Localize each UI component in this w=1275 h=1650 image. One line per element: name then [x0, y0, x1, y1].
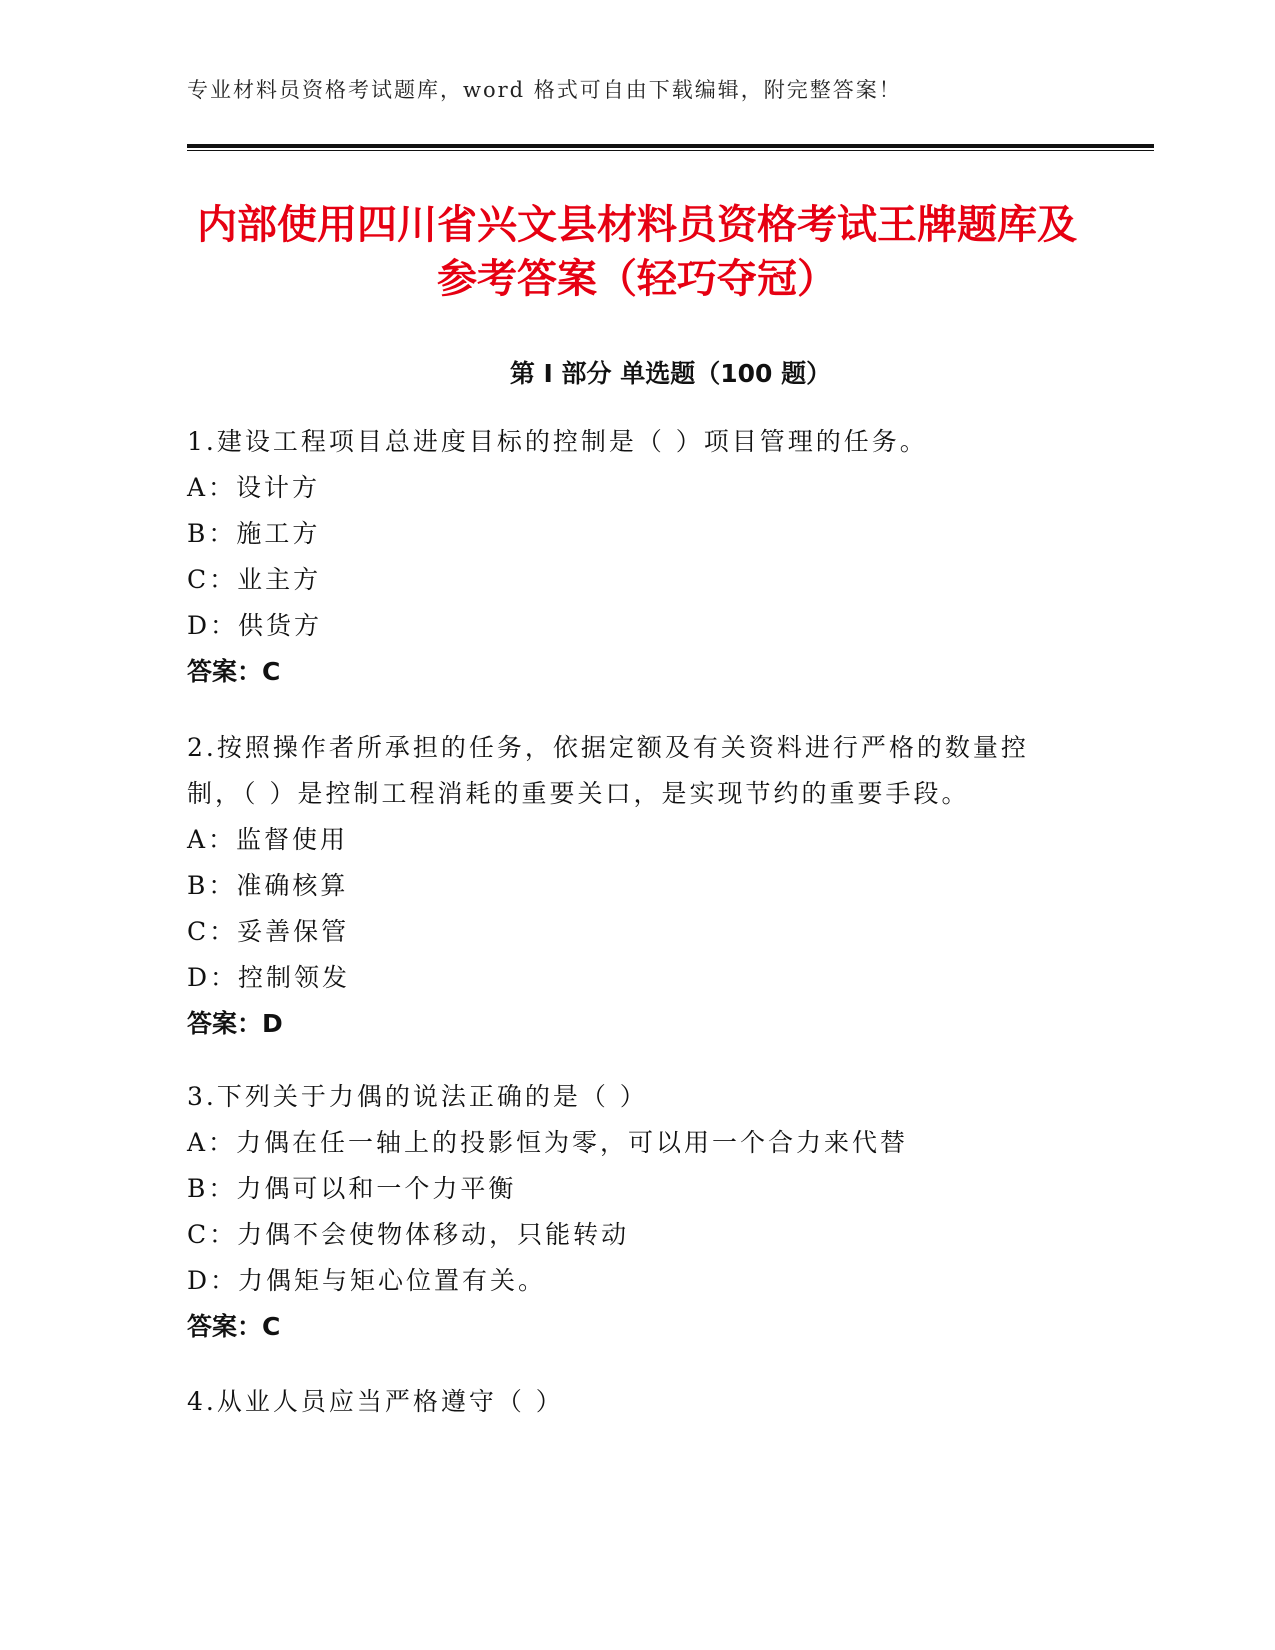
option-b: B：施工方 [187, 519, 321, 548]
option-b: B：力偶可以和一个力平衡 [187, 1174, 517, 1203]
document-title: 内部使用四川省兴文县材料员资格考试王牌题库及参考答案（轻巧夺冠） [197, 202, 1077, 302]
option-c: C：业主方 [187, 565, 322, 594]
header-note: 专业材料员资格考试题库，word 格式可自由下载编辑，附完整答案！ [187, 78, 902, 102]
question-stem: 1.建设工程项目总进度目标的控制是（ ）项目管理的任务。 [187, 427, 928, 456]
question-stem: 3.下列关于力偶的说法正确的是（ ） [187, 1082, 648, 1111]
question-2 [187, 725, 1067, 1047]
answer: 答案：D [187, 1009, 283, 1038]
option-d: D：控制领发 [187, 963, 351, 992]
option-c: C：妥善保管 [187, 917, 350, 946]
option-d: D：供货方 [187, 611, 323, 640]
question-stem: 4.从业人员应当严格遵守（ ） [187, 1387, 564, 1416]
option-a: A：监督使用 [187, 825, 349, 854]
option-a: A：设计方 [187, 473, 321, 502]
option-c: C：力偶不会使物体移动，只能转动 [187, 1220, 630, 1249]
header-rule-thick [187, 144, 1154, 148]
section-title: 第 I 部分 单选题（100 题） [509, 359, 832, 388]
option-a: A：力偶在任一轴上的投影恒为零，可以用一个合力来代替 [187, 1128, 909, 1157]
question-3 [187, 1074, 1067, 1350]
answer: 答案：C [187, 1312, 281, 1341]
question-1 [187, 419, 1067, 695]
header-rule-thin [187, 150, 1154, 151]
option-b: B：准确核算 [187, 871, 349, 900]
answer: 答案：C [187, 657, 281, 686]
question-4 [187, 1379, 1067, 1425]
question-stem: 2.按照操作者所承担的任务，依据定额及有关资料进行严格的数量控制，（ ）是控制工程消耗的重要关口，是实现节约的重要手段。 [187, 733, 1029, 808]
option-d: D：力偶矩与矩心位置有关。 [187, 1266, 547, 1295]
